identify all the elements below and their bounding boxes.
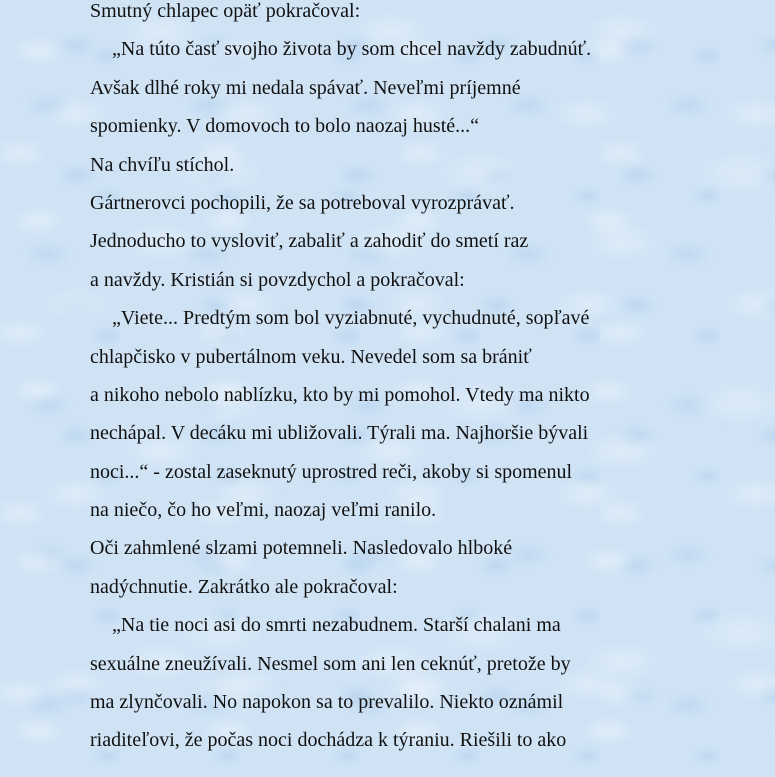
text-line: chlapčisko v pubertálnom veku. Nevedel som sa brániť: [90, 345, 532, 368]
text-line: a navždy. Kristián si povzdychol a pokračoval:: [90, 268, 465, 291]
text-line: ma zlynčovali. No napokon sa to prevalilo. Niekto oznámil: [90, 691, 564, 714]
text-line: Na chvíľu stíchol.: [90, 153, 235, 176]
text-line: „Na tie noci asi do smrti nezabudnem. Starší chalani ma: [112, 614, 561, 637]
text-line: Smutný chlapec opäť pokračoval:: [90, 0, 361, 22]
text-line: sexuálne zneužívali. Nesmel som ani len ceknúť, pretože by: [90, 652, 571, 675]
text-line: na niečo, čo ho veľmi, naozaj veľmi ranilo.: [90, 499, 437, 522]
text-line: „Na túto časť svojho života by som chcel navždy zabudnúť.: [112, 38, 592, 61]
text-line: „Viete... Predtým som bol vyziabnuté, vychudnuté, sopľavé: [112, 307, 590, 330]
text-line: spomienky. V domovoch to bolo naozaj husté...“: [90, 115, 480, 138]
text-line: nechápal. V decáku mi ubližovali. Týrali ma. Najhoršie bývali: [90, 422, 589, 445]
text-line: Jednoducho to vysloviť, zabaliť a zahodiť do smetí raz: [90, 230, 529, 253]
text-line: Avšak dlhé roky mi nedala spávať. Neveľmi príjemné: [90, 76, 521, 99]
text-line: noci...“ - zostal zaseknutý uprostred reči, akoby si spomenul: [90, 460, 573, 483]
text-line: nadýchnutie. Zakrátko ale pokračoval:: [90, 575, 398, 598]
document-body: [90, 0, 750, 760]
text-line: a nikoho nebolo nablízku, kto by mi pomohol. Vtedy ma nikto: [90, 383, 590, 406]
text-line: riaditeľovi, že počas noci dochádza k týraniu. Riešili to ako: [90, 729, 567, 752]
text-line: Oči zahmlené slzami potemneli. Nasledovalo hlboké: [90, 537, 513, 560]
text-line: Gártnerovci pochopili, že sa potreboval vyrozprávať.: [90, 191, 515, 214]
